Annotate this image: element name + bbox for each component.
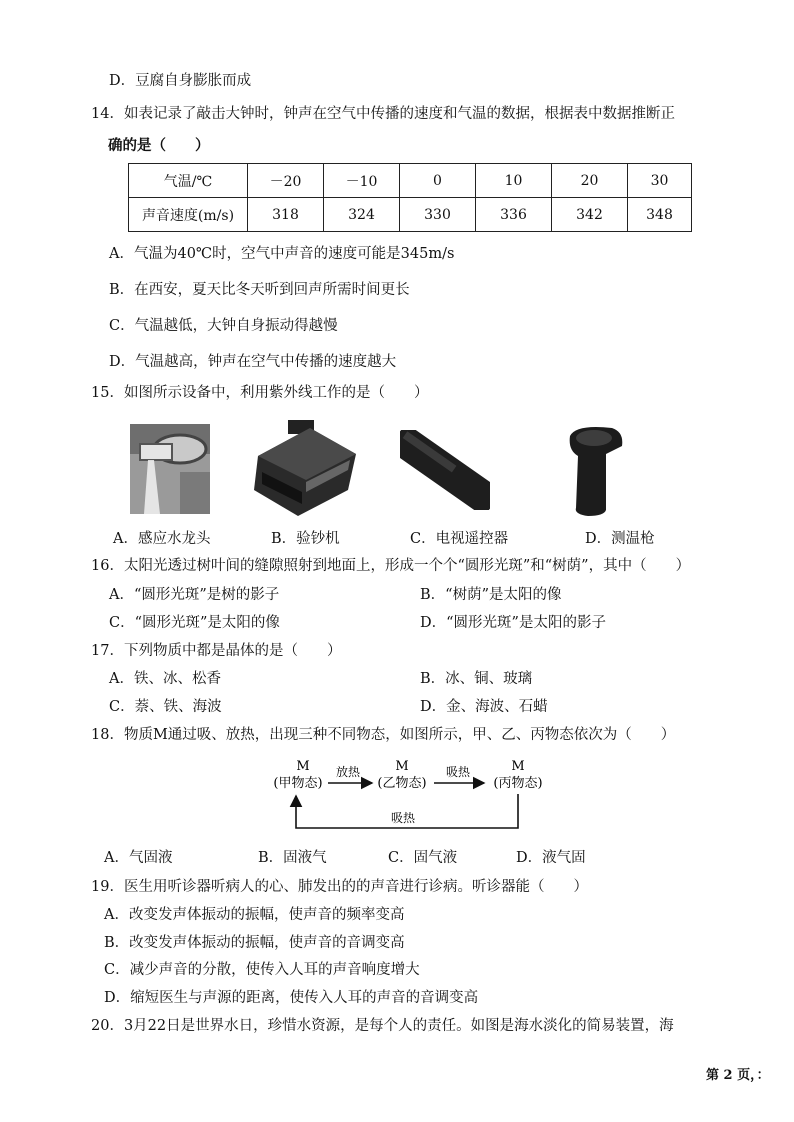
q18-option-c: C．固气液 [388,850,458,866]
q18-option-a: A．气固液 [104,850,173,866]
q17-option-c: C．萘、铁、海波 [109,699,222,715]
m-label: M [511,759,525,774]
table-row [129,164,692,198]
q14-option-a: A．气温为40℃时，空气中声音的速度可能是345m/s [109,246,455,262]
table-cell: 10 [476,164,552,198]
q16-option-b: B．“树荫”是太阳的像 [420,587,562,603]
q18-stem: 18．物质M通过吸、放热，出现三种不同物态，如图所示，甲、乙、丙物态依次为（ ） [91,727,676,743]
q18-option-b: B．固液气 [258,850,327,866]
q14-option-b: B．在西安，夏天比冬天听到回声所需时间更长 [109,282,410,298]
q15-option-c: C．电视遥控器 [410,531,509,547]
q14-option-c: C．气温越低，大钟自身振动得越慢 [109,318,338,334]
q17-option-d: D．金、海波、石蜡 [420,699,548,715]
q16-option-c: C．“圆形光斑”是太阳的像 [109,615,280,631]
state2-label: (乙物态) [377,776,427,791]
table-cell: 0 [400,164,476,198]
q16-option-a: A．“圆形光斑”是树的影子 [109,587,280,603]
table-cell: 336 [476,198,552,232]
q19-stem: 19．医生用听诊器听病人的心、肺发出的的声音进行诊病。听诊器能（ ） [91,879,588,895]
q18-option-d: D．液气固 [516,850,586,866]
table-cell: 318 [248,198,324,232]
table-cell: 324 [324,198,400,232]
q15-option-d: D．测温枪 [585,531,655,547]
tv-remote-image [400,430,490,510]
q19-option-a: A．改变发声体振动的振幅，使声音的频率变高 [104,907,405,923]
q19-option-c: C．减少声音的分散，使传入人耳的声音响度增大 [104,962,420,978]
q20-stem: 20．3月22日是世界水日，珍惜水资源，是每个人的责任。如图是海水淡化的简易装置，海 [91,1018,674,1034]
table-row [129,198,692,232]
thermometer-gun-image [566,424,626,516]
q15-stem: 15．如图所示设备中，利用紫外线工作的是（ ） [91,385,429,401]
q14-stem-line1: 14．如表记录了敲击大钟时，钟声在空气中传播的速度和气温的数据，根据表中数据推断正 [91,106,675,122]
money-detector-image [252,420,358,518]
q14-data-table [128,163,692,232]
table-cell: －10 [324,164,400,198]
q14-stem-line2: 确的是（ ） [108,137,210,154]
q19-option-d: D．缩短医生与声源的距离，使传入人耳的声音的音调变高 [104,990,479,1006]
table-cell: －20 [248,164,324,198]
q17-stem: 17．下列物质中都是晶体的是（ ） [91,643,342,659]
table-cell: 30 [628,164,692,198]
state3-label: (丙物态) [493,776,543,791]
table-header-cell: 气温/℃ [129,164,248,198]
m-label: M [395,759,409,774]
arrow3-label: 吸热 [390,811,416,825]
state1-label: (甲物态) [273,776,323,791]
table-cell: 330 [400,198,476,232]
q17-option-b: B．冰、铜、玻璃 [420,671,533,687]
arrow2-label: 吸热 [445,765,471,779]
q15-option-a: A．感应水龙头 [113,531,211,547]
table-cell: 342 [552,198,628,232]
q13-option-d: D．豆腐自身膨胀而成 [109,73,252,89]
table-header-cell: 声音速度(m/s) [129,198,248,232]
q14-option-d: D．气温越高，钟声在空气中传播的速度越大 [109,354,397,370]
table-cell: 20 [552,164,628,198]
q16-option-d: D．“圆形光斑”是太阳的影子 [420,615,606,631]
q16-stem: 16．太阳光透过树叶间的缝隙照射到地面上，形成一个个“圆形光斑”和“树荫”，其中（ ） [91,558,691,574]
page-number: 第 2 页，： [706,1068,770,1083]
state-change-diagram [268,756,558,836]
m-label: M [296,759,310,774]
q15-option-b: B．验钞机 [271,531,340,547]
q19-option-b: B．改变发声体振动的振幅，使声音的音调变高 [104,935,405,951]
q17-option-a: A．铁、冰、松香 [109,671,221,687]
faucet-image [130,424,210,514]
table-cell: 348 [628,198,692,232]
arrow1-label: 放热 [335,765,361,779]
